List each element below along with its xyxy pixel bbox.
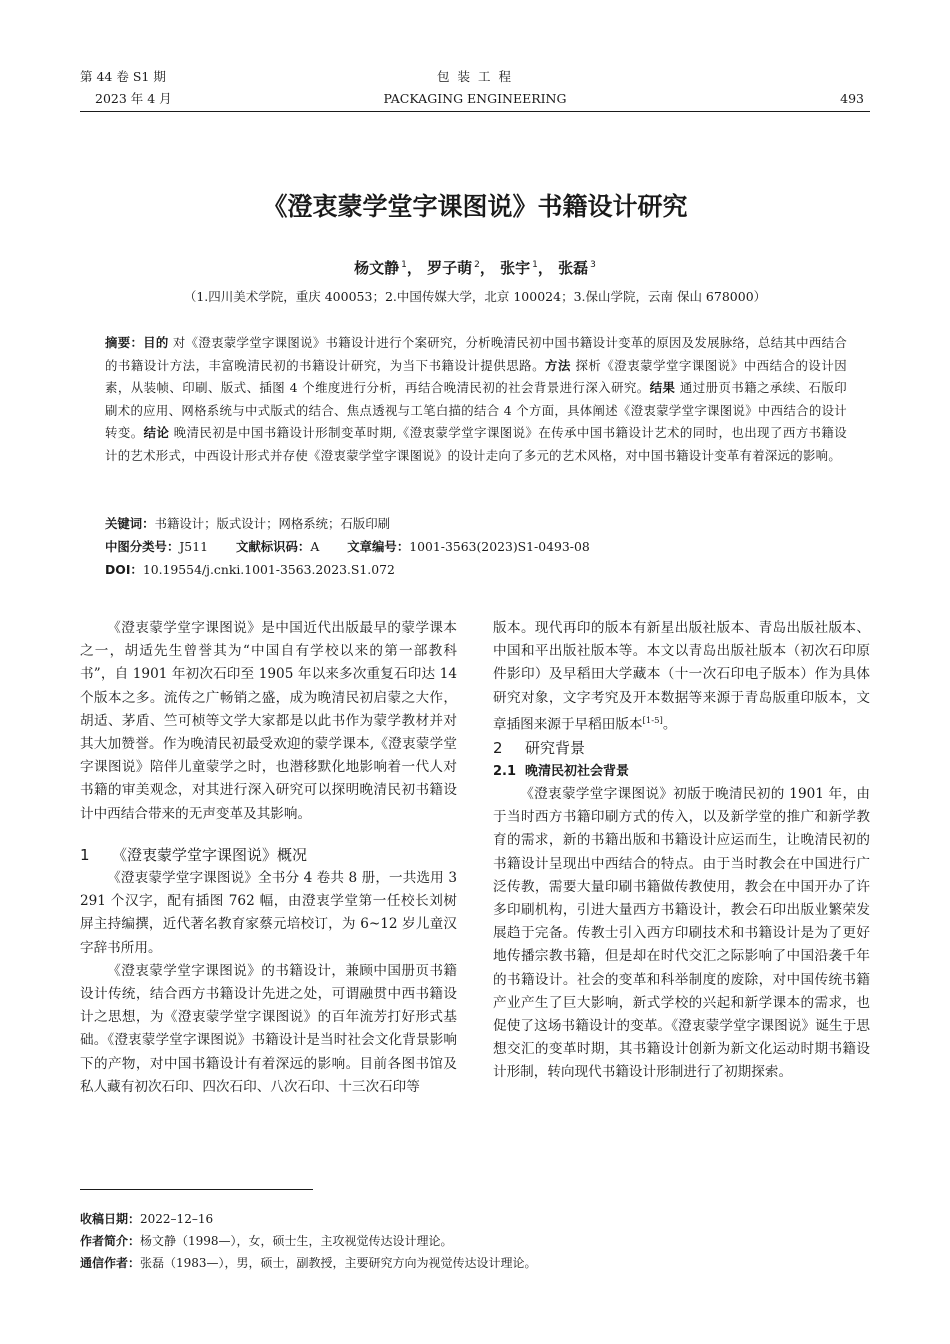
paper-title: 《澄衷蒙学堂字课图说》书籍设计研究 (262, 192, 688, 221)
section-title: 《澄衷蒙学堂字课图说》概况 (112, 845, 308, 864)
clc-value: J511 (179, 539, 208, 554)
author-affiliation-mark: 1 (401, 260, 407, 270)
footnote-corresponding (80, 1254, 870, 1272)
header-rule (80, 111, 870, 112)
footnote-rule (80, 1189, 313, 1190)
keywords-label: 关键词： (105, 516, 155, 531)
abstract-purpose-label: 目的 (143, 335, 169, 350)
author-affiliation-mark: 2 (474, 260, 480, 270)
author-name: 罗子萌 (427, 259, 473, 277)
abstract-result-label: 结果 (649, 380, 676, 395)
abstract-conclusion: 晚清民初是中国书籍设计形制变革时期,《澄衷蒙学堂字课图说》在传承中国书籍设计艺术的同时，也出现了西方书籍设计的艺术形式，中西设计形式并存使《澄衷蒙学堂字课图说》的设计走向了多元的艺术风格，对中国书籍设计变革有着深远的影响。 (105, 425, 847, 463)
abstract-purpose: 对《澄衷蒙学堂字课图说》书籍设计进行个案研究，分析晚清民初中国书籍设计变革的原因及发展脉络，总结其中西结合的书籍设计方法，丰富晚清民初的书籍设计研究，为当下书籍设计提供思路。 (105, 335, 848, 373)
subsection-number: 2.1 (493, 763, 517, 779)
paragraph-continued (493, 617, 870, 737)
header-volume: 第 44 卷 S1 期 (80, 69, 166, 84)
abstract-method-label: 方法 (545, 357, 571, 373)
body-right-column (493, 617, 870, 1085)
abstract (105, 332, 847, 467)
abstract-result: 通过册页书籍之承续、石版印刷术的应用、网格系统与中式版式的结合、焦点透视与工笔白描的结合 4 个方面，具体阐述《澄衷蒙学堂字课图说》中西结合的设计转变。 (105, 380, 847, 440)
abstract-label: 摘要： (105, 335, 144, 350)
section-title: 研究背景 (525, 738, 586, 757)
clc-label: 中图分类号： (105, 539, 180, 554)
author-name: 杨文静 (354, 259, 400, 277)
author-affiliation-mark: 1 (532, 260, 538, 270)
affiliations: （1.四川美术学院，重庆 400053；2.中国传媒大学，北京 100024；3.保山学院，云南 保山 678000） (183, 289, 767, 304)
citation[interactable]: [1-5] (642, 715, 663, 726)
doi (105, 559, 847, 582)
received-date: 2022–12–16 (140, 1212, 214, 1226)
body-left-column (80, 617, 457, 1099)
author-bio: 杨文静（1998—），女，硕士生，主攻视觉传达设计理论。 (140, 1234, 453, 1248)
paragraph-end: 。 (662, 716, 677, 733)
abstract-conclusion-label: 结论 (143, 425, 170, 440)
article-number-label: 文章编号： (347, 539, 410, 554)
doc-code-value: A (310, 539, 320, 554)
section-heading-1 (80, 844, 457, 867)
page-number: 493 (840, 91, 864, 106)
author-bio-label: 作者简介： (80, 1234, 141, 1248)
author-list: 杨文静 $^1$， 罗子萌 $^2$， 张宇 $^1$， 张磊 $^3$ (354, 259, 596, 277)
footnote-author (80, 1232, 870, 1250)
paragraph: 《澄衷蒙学堂字课图说》全书分 4 卷共 8 册，一共选用 3 291 个汉字，配有插图 762 幅，由澄衷学堂第一任校长刘树屏主持编撰，近代著名教育家蔡元培校订，为 6~12 岁儿童汉字辞书所用。 (80, 870, 457, 956)
received-label: 收稿日期： (80, 1212, 141, 1226)
doc-code-label: 文献标识码： (235, 539, 311, 554)
corresponding-label: 通信作者： (80, 1256, 141, 1270)
author-name: 张宇 (500, 259, 531, 277)
subsection-heading-2-1 (493, 760, 870, 783)
article-number-value: 1001-3563(2023)S1-0493-08 (409, 539, 590, 554)
author-affiliation-mark: 3 (590, 260, 596, 270)
section-number: 2 (493, 738, 503, 757)
doi-value: 10.19554/j.cnki.1001-3563.2023.S1.072 (142, 562, 395, 577)
footnote-received (80, 1210, 870, 1228)
paragraph: 《澄衷蒙学堂字课图说》的书籍设计，兼顾中国册页书籍设计传统，结合西方书籍设计先进之处，可谓融贯中西书籍设计之思想，为《澄衷蒙学堂字课图说》的百年流芳打好形式基础。《澄衷蒙学堂字课图说》书籍设计是当时社会文化背景影响下的产物，对中国书籍设计有着深远的影响。目前各图书馆及私人藏有初次石印、四次石印、八次石印、十三次石印等 (80, 962, 457, 1095)
journal-name-cn: 包 装 工 程 (437, 69, 513, 84)
doi-label: DOI： (105, 562, 143, 577)
section-heading-2 (493, 737, 870, 760)
header-date: 2023 年 4 月 (95, 91, 172, 106)
keywords-value: 书籍设计；版式设计；网格系统；石版印刷 (154, 516, 390, 531)
author-name: 张磊 (558, 259, 589, 277)
paragraph: 《澄衷蒙学堂字课图说》初版于晚清民初的 1901 年，由于当时西方书籍印刷方式的传入，以及新学堂的推广和新学教育的需求，新的书籍出版和书籍设计应运而生，让晚清民初的书籍设计呈现出中西结合的特点。由于当时教会在中国进行广泛传教，需要大量印刷书籍做传教使用，教会在中国开办了许多印刷机构，引进大量西方书籍设计，教会石印出版业繁荣发展趋于完备。传教士引入西方印刷技术和书籍设计是为了更好地传播宗教书籍，但是却在时代交汇之际影响了中国沿袭千年的书籍设计。社会的变革和科举制度的废除，对中国传统书籍产业产生了巨大影响，新式学校的兴起和新学课本的需求，也促使了这场书籍设计的变革。《澄衷蒙学堂字课图说》诞生于思想交汇的变革时期，其书籍设计创新为新文化运动时期书籍设计形制，转向现代书籍设计形制进行了初期探索。 (493, 785, 870, 1081)
intro-paragraph: 《澄衷蒙学堂字课图说》是中国近代出版最早的蒙学课本之一，胡适先生曾誉其为“中国自有学校以来的第一部教科书”，自 1901 年初次石印至 1905 年以来多次重复石印达 14 个版本之多。流传之广畅销之盛，成为晚清民初启蒙之大作，胡适、茅盾、竺可桢等文学大家都是以此书作为蒙学教材并对其大加赞誉。作为晚清民初最受欢迎的蒙学课本,《澄衷蒙学堂字课图说》陪伴儿童蒙学之时，也潜移默化地影响着一代人对书籍的审美观念，对其进行深入研究可以探明晚清民初书籍设计中西结合带来的无声变革及其影响。 (80, 620, 457, 822)
keywords (105, 513, 847, 536)
subsection-title: 晚清民初社会背景 (525, 763, 630, 779)
classification (105, 536, 847, 559)
section-number: 1 (80, 845, 90, 864)
corresponding-author: 张磊（1983—），男，硕士，副教授，主要研究方向为视觉传达设计理论。 (140, 1256, 537, 1270)
paragraph-text: 版本。现代再印的版本有新星出版社版本、青岛出版社版本、中国和平出版社版本等。本文以青岛出版社版本（初次石印原件影印）及早稻田大学藏本（十一次石印电子版本）作为具体研究对象，文字考究及开本数据等来源于青岛版重印版本，文章插图来源于早稻田版本 (493, 620, 870, 733)
abstract-method: 探析《澄衷蒙学堂字课图说》中西结合的设计因素，从装帧、印刷、版式、插图 4 个维度进行分析，再结合晚清民初的社会背景进行深入研究。 (105, 357, 847, 395)
journal-name-en: PACKAGING ENGINEERING (383, 91, 567, 106)
